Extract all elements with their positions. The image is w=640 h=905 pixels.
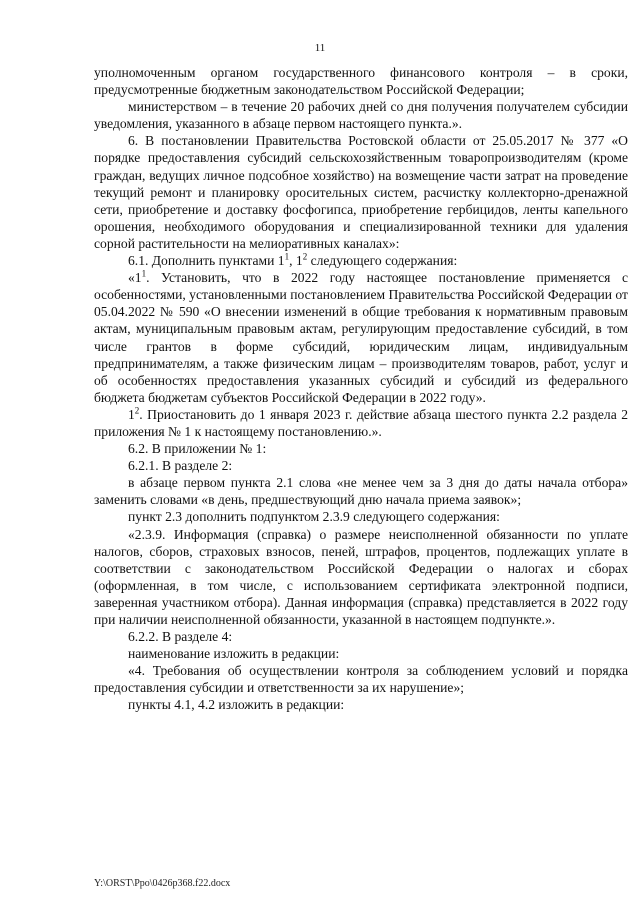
page-number: 11	[314, 42, 326, 54]
paragraph: 6.2.1. В разделе 2:	[128, 458, 233, 474]
paragraph	[94, 406, 628, 440]
paragraph: 6.2. В приложении № 1:	[128, 441, 267, 457]
superscript: 2	[134, 405, 140, 416]
paragraph: 6.2.2. В разделе 4:	[128, 629, 233, 645]
paragraph-text: , 1	[289, 253, 303, 269]
paragraph: пункты 4.1, 4.2 изложить в редакции:	[128, 697, 345, 713]
paragraph: «2.3.9. Информация (справка) о размере неисполненной обязанности по уплате налогов, сборов, страховых взносов, пеней, штрафов, процентов, подлежащих уплате в соответствии с законодательством Российской Федерации о налогах и сборах (оформленная, в том числе, с использованием сертификата электронной подписи, заверенная участником отбора). Данная информация (справка) представляется в 2022 году при наличии неисполненной обязанности, указанной в настоящем подпункте.».	[94, 526, 628, 627]
superscript: 2	[302, 251, 308, 262]
paragraph-text: . Установить, что в 2022 году настоящее постановление применяется с особенностями, установленными постановлением Правительства Российской Федерации от 05.04.2022 № 590 «О внесении изменений в общие требования к нормативным правовым актам, муниципальным правовым актам, регулирующим предоставление субсидий, в том числе грантов в форме субсидий, юридическим лицам, индивидуальным предпринимателям, а также физическим лицам – производителям товаров, работ, услуг и об особенностях предоставления указанных субсидий и субсидий из федерального бюджета бюджетам субъектов Российской Федерации в 2022 году».	[94, 270, 628, 405]
paragraph: наименование изложить в редакции:	[128, 646, 340, 662]
paragraph: уполномоченным органом государственного финансового контроля – в сроки, предусмотренные бюджетным законодательством Российской Федерации;	[94, 65, 628, 98]
document-body	[94, 64, 628, 714]
paragraph-text: следующего содержания:	[307, 253, 458, 269]
paragraph: пункт 2.3 дополнить подпунктом 2.3.9 следующего содержания:	[128, 509, 500, 525]
superscript: 1	[284, 251, 290, 262]
superscript: 1	[141, 268, 147, 279]
paragraph: 6. В постановлении Правительства Ростовской области от 25.05.2017 № 377 «О порядке предоставления субсидий сельскохозяйственным товаропроизводителям (кроме граждан, ведущих личное подсобное хозяйство) на возмещение части затрат на проведение текущий ремонт и планировку оросительных систем, расчистку коллекторно-дренажной сети, приобретение и доставку фосфогипса, приобретение гербицидов, ленты капельного орошения, необходимого оборудования и специализированной техники для удаления сорной растительности на мелиоративных каналах»:	[94, 133, 628, 251]
paragraph	[94, 252, 628, 269]
paragraph	[94, 269, 628, 406]
paragraph-text: . Приостановить до 1 января 2023 г. действие абзаца шестого пункта 2.2 раздела 2 приложения № 1 к настоящему постановлению.».	[94, 406, 628, 439]
paragraph: министерством – в течение 20 рабочих дней со дня получения получателем субсидии уведомления, указанного в абзаце первом настоящего пункта.».	[94, 99, 628, 132]
paragraph: «4. Требования об осуществлении контроля за соблюдением условий и порядка предоставления субсидии и ответственности за их нарушение»;	[94, 663, 628, 696]
paragraph: в абзаце первом пункта 2.1 слова «не менее чем за 3 дня до даты начала отбора» заменить словами «в день, предшествующий дню начала приема заявок»;	[94, 475, 628, 508]
paragraph-text: 1	[128, 406, 135, 422]
paragraph-text: «1	[128, 270, 142, 286]
footer-file-path: Y:\ORST\Ppo\0426p368.f22.docx	[94, 878, 231, 889]
paragraph-text: 6.1. Дополнить пунктами 1	[128, 253, 285, 269]
